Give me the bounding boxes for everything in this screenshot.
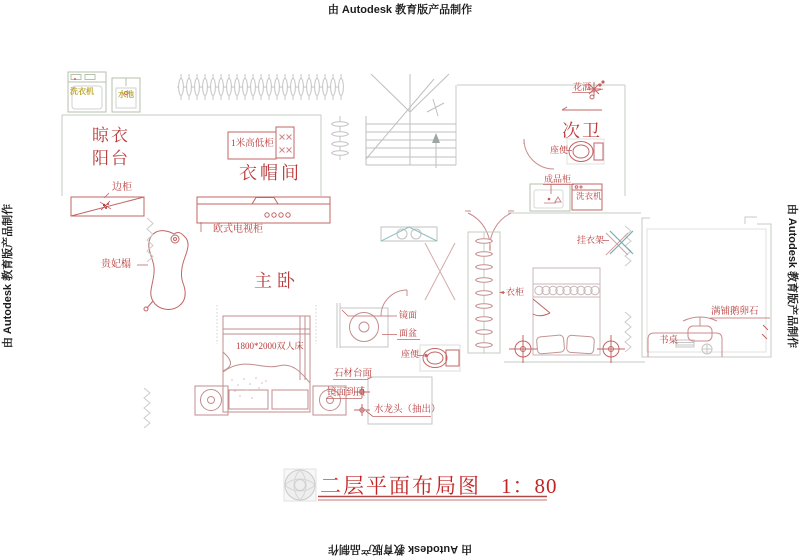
- room-label-balcony: [92, 125, 130, 171]
- master-bed: [223, 316, 310, 412]
- room-label-balcony-line1: 晾衣: [92, 126, 130, 145]
- label-double-bed: 1800*2000双人床: [236, 341, 304, 351]
- label-tv-cabinet: 欧式电视柜: [213, 224, 263, 235]
- label-faucet: 水龙头（抽出）: [374, 405, 441, 415]
- bed-dimension-marks: [217, 305, 316, 344]
- room-label-balcony-line2: 阳台: [92, 148, 130, 168]
- room-label-master-bedroom: 主卧: [254, 271, 300, 291]
- label-stone-counter: 石材台面: [334, 369, 373, 379]
- mini-hanger-rack: [331, 116, 349, 160]
- drawing-title: [320, 470, 558, 500]
- label-chaise: 贵妃榻: [101, 259, 131, 270]
- label-mirror-to-top: 镜面到顶: [327, 388, 366, 398]
- plant-icon: [100, 201, 111, 210]
- label-toilet-second: 座便: [550, 145, 569, 155]
- guest-bed: [533, 268, 600, 355]
- wardrobe: [468, 232, 500, 353]
- title-logo-icon: [284, 469, 316, 501]
- watermark-bottom: 由 Autodesk 教育版产品制作: [327, 543, 473, 555]
- clothes-hanger-row: [177, 74, 343, 100]
- label-washer-bath: 洗衣机: [576, 191, 602, 201]
- room-label-cloakroom: 衣帽间: [239, 163, 302, 183]
- label-pebble-floor: 满铺鹅卵石: [711, 307, 759, 317]
- drawing-title-text: 二层平面布局图: [320, 474, 481, 498]
- stairs: [366, 74, 456, 168]
- label-toilet-master: 座便: [401, 349, 420, 359]
- label-desk: 书桌: [659, 336, 679, 346]
- label-shower: 花洒: [573, 82, 592, 92]
- label-basin: 面盆: [399, 328, 418, 338]
- label-low-cabinet: 1米高低柜: [231, 139, 274, 149]
- nightstands: [195, 386, 346, 415]
- walls: [62, 82, 771, 362]
- label-side-cabinet: 边柜: [112, 182, 132, 193]
- drawing-scale: 1：80: [501, 474, 558, 498]
- label-sink: 水池: [118, 90, 134, 99]
- label-finished-cabinet: 成品柜: [544, 174, 572, 184]
- label-coat-rack: 挂衣架: [577, 235, 605, 245]
- label-washer-balcony: 洗衣机: [70, 87, 94, 96]
- label-wardrobe: 衣柜: [506, 287, 525, 297]
- watermark-top: 由 Autodesk 教育版产品制作: [327, 4, 473, 16]
- tv-cabinet: [197, 197, 330, 223]
- watermark-right: 由 Autodesk 教育版产品制作: [786, 203, 798, 349]
- label-mirror: 镜面: [399, 310, 418, 320]
- watermark-left: 由 Autodesk 教育版产品制作: [2, 203, 14, 349]
- room-label-second-bath: 次卫: [562, 121, 602, 141]
